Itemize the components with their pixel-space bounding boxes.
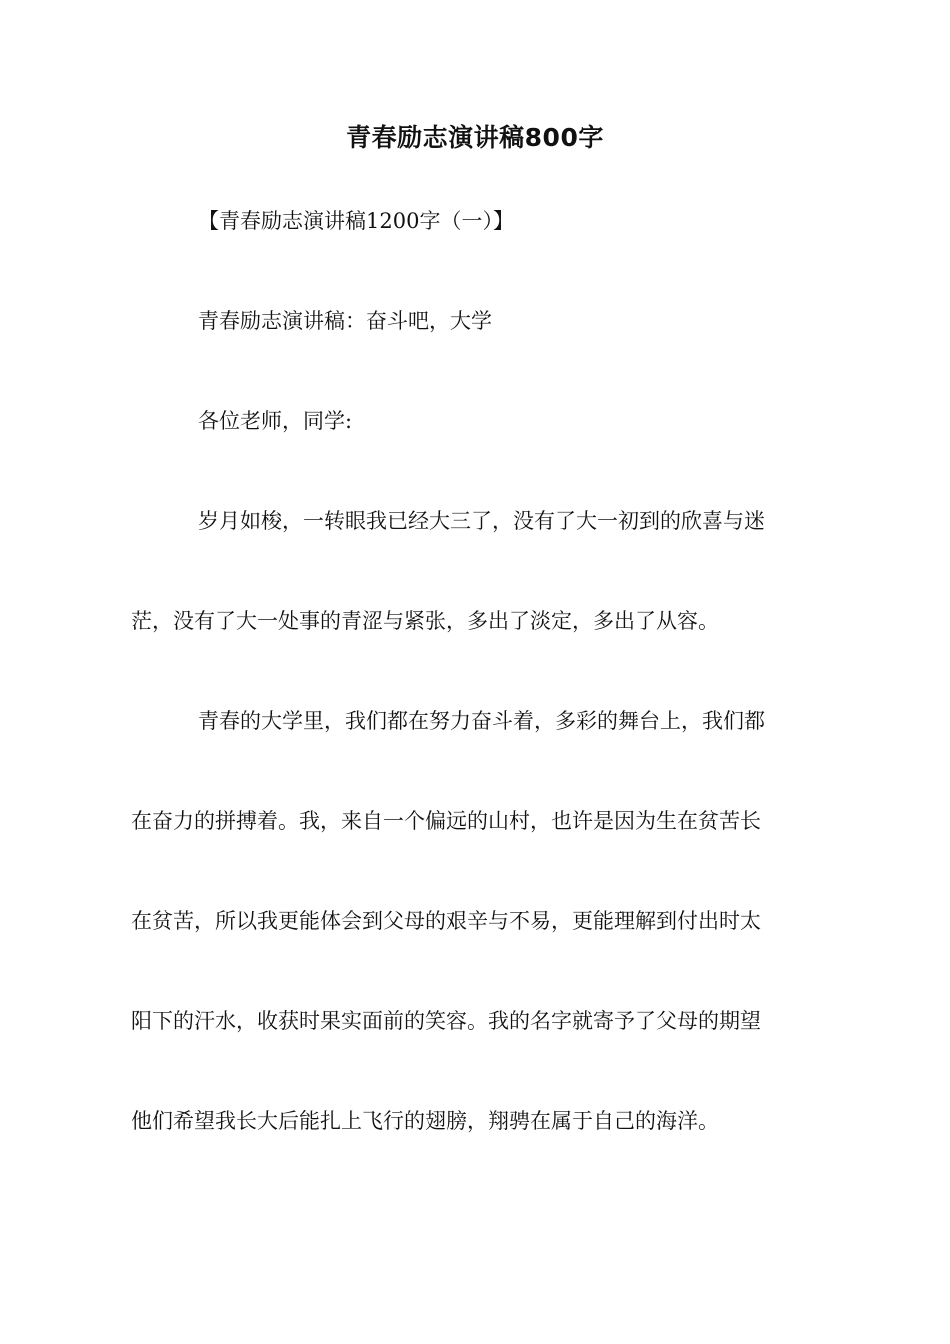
paragraph-1-line-2: 茫，没有了大一处事的青涩与紧张，多出了淡定，多出了从容。 — [131, 609, 719, 633]
paragraph-2-line-1: 青春的大学里，我们都在努力奋斗着，多彩的舞台上，我们都 — [198, 709, 765, 733]
paragraph-1-line-1: 岁月如梭，一转眼我已经大三了，没有了大一初到的欣喜与迷 — [198, 509, 765, 533]
paragraph-2-line-4: 阳下的汗水，收获时果实面前的笑容。我的名字就寄予了父母的期望 — [131, 1009, 761, 1033]
paragraph-2-line-2: 在奋力的拼搏着。我，来自一个偏远的山村，也许是因为生在贫苦长 — [131, 809, 761, 833]
greeting-line: 各位老师，同学: — [198, 409, 353, 433]
paragraph-2-line-5: 他们希望我长大后能扎上飞行的翅膀，翔骋在属于自己的海洋。 — [131, 1109, 719, 1133]
paragraph-2-line-3: 在贫苦，所以我更能体会到父母的艰辛与不易，更能理解到付出时太 — [131, 909, 761, 933]
section-heading: 【青春励志演讲稿1200字（一）】 — [198, 209, 514, 233]
speech-title-line: 青春励志演讲稿：奋斗吧，大学 — [198, 309, 492, 333]
document-title: 青春励志演讲稿800字 — [346, 123, 604, 152]
